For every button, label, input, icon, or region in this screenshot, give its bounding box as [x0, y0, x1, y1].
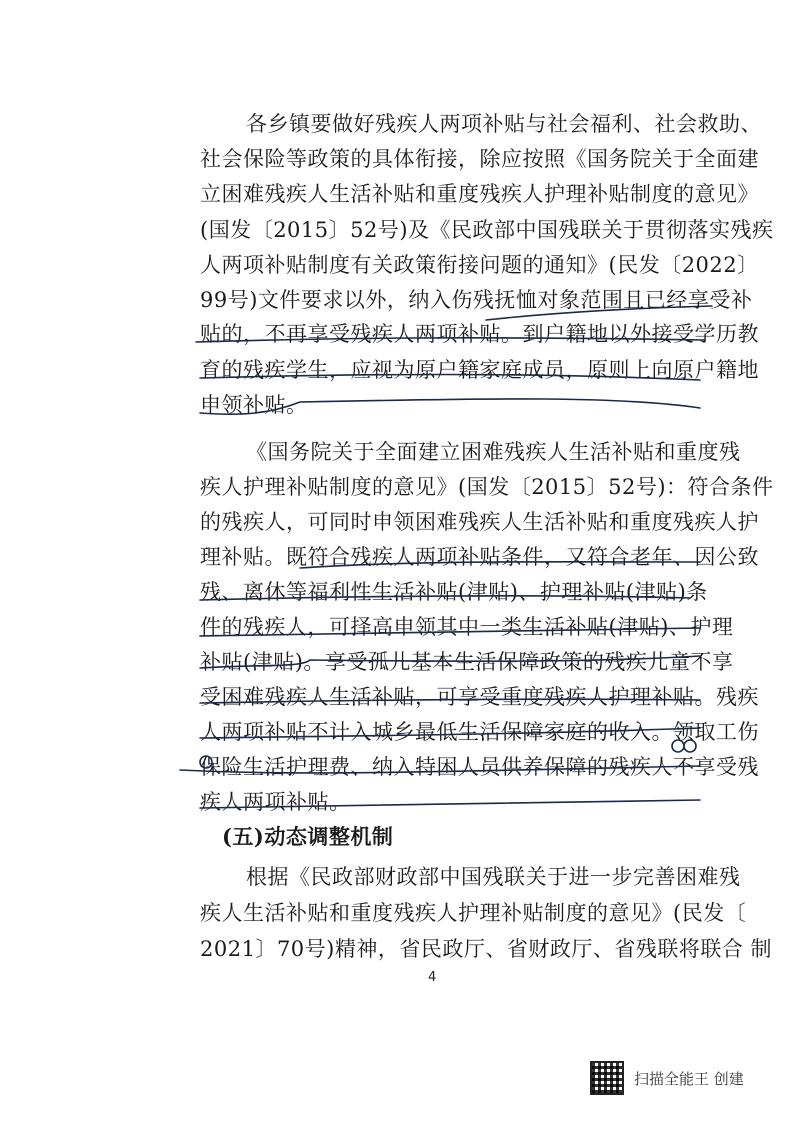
- text-line: 疾人生活补贴和重度残疾人护理补贴制度的意见》(民发〔: [200, 901, 747, 925]
- text-line: 根据《民政部财政部中国残联关于进一步完善困难残: [246, 865, 741, 889]
- text-line: 申领补贴。: [200, 393, 308, 417]
- watermark-text: 扫描全能王 创建: [634, 1069, 744, 1088]
- text-line: 残、离休等福利性生活补贴(津贴)、护理补贴(津贴)条: [200, 580, 708, 604]
- page-number: 4: [428, 970, 437, 985]
- text-line: 2021〕70号)精神，省民政厅、省财政厅、省残联将联合 制: [200, 937, 773, 961]
- text-line: 人两项补贴制度有关政策衔接问题的通知》(民发〔2022〕: [200, 253, 759, 277]
- scanner-watermark: [590, 1058, 770, 1098]
- text-line: 的残疾人，可同时申领困难残疾人生活补贴和重度残疾人护: [200, 510, 759, 534]
- text-line: 补贴(津贴)。享受孤儿基本生活保障政策的残疾儿童不享: [200, 650, 734, 674]
- text-line: 《国务院关于全面建立困难残疾人生活补贴和重度残: [246, 440, 741, 464]
- text-line: 贴的，不再享受残疾人两项补贴。到户籍地以外接受学历教: [200, 322, 759, 346]
- text-line: 疾人两项补贴。: [200, 790, 351, 814]
- text-line: 人两项补贴不计入城乡最低生活保障家庭的收入。领取工伤: [200, 720, 759, 744]
- text-line: 各乡镇要做好残疾人两项补贴与社会福利、社会救助、: [246, 112, 762, 136]
- section-heading: (五)动态调整机制: [222, 824, 394, 849]
- text-line: 99号)文件要求以外，纳入伤残抚恤对象范围且已经享受补: [200, 288, 753, 312]
- text-line: 件的残疾人，可择高申领其中一类生活补贴(津贴)、护理: [200, 615, 734, 639]
- text-line: 社会保险等政策的具体衔接，除应按照《国务院关于全面建: [200, 147, 759, 171]
- text-line: 受困难残疾人生活补贴，可享受重度残疾人护理补贴。残疾: [200, 685, 759, 709]
- text-line: 育的残疾学生，应视为原户籍家庭成员，原则上向原户籍地: [200, 358, 759, 382]
- text-line: 疾人护理补贴制度的意见》(国发〔2015〕52号)：符合条件: [200, 475, 774, 499]
- text-line: 理补贴。既符合残疾人两项补贴条件，又符合老年、因公致: [200, 545, 759, 569]
- text-line: 保险生活护理费、纳入特困人员供养保障的残疾人不享受残: [200, 755, 759, 779]
- text-line: 立困难残疾人生活补贴和重度残疾人护理补贴制度的意见》: [200, 182, 759, 206]
- qr-code-icon: [590, 1061, 624, 1095]
- text-line: (国发〔2015〕52号)及《民政部中国残联关于贯彻落实残疾: [200, 218, 774, 242]
